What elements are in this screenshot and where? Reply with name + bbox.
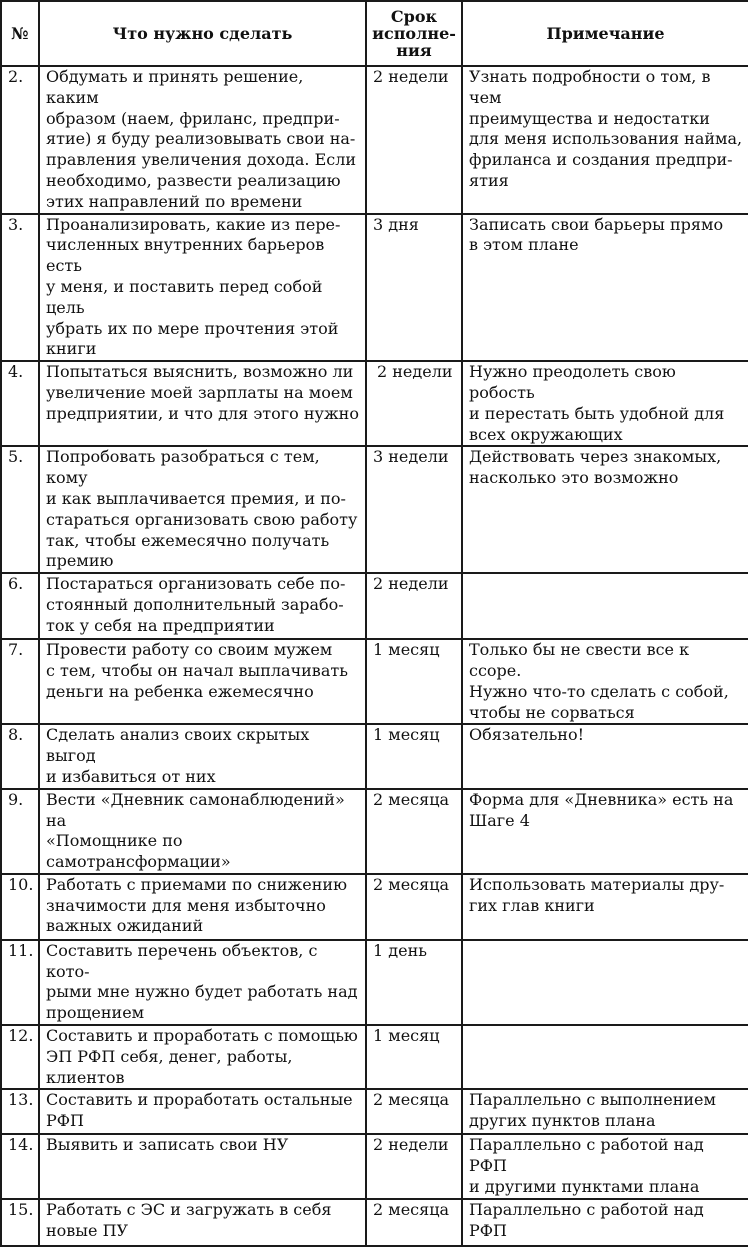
row-number: 8. [1,724,39,788]
row-task-text: Постараться организовать себе по- стоянный дополнительный зарабо- ток у себя на предприятии [46,574,346,635]
row-term: 1 месяц [366,639,462,724]
row-number: 10. [1,874,39,940]
table-row [1,1199,748,1246]
row-note [462,789,748,874]
row-number: 9. [1,789,39,874]
row-term: 2 недели [366,361,462,446]
row-task [39,789,366,874]
row-number: 13. [1,1089,39,1134]
row-task-text: Составить и проработать остальные РФП [46,1090,353,1131]
row-task [39,214,366,362]
table-row [1,1025,748,1089]
table-row [1,789,748,874]
row-note [462,573,748,639]
row-task-text: Попытаться выяснить, возможно ли увеличение моей зарплаты на моем предприятии, и что для этого нужно [46,362,359,423]
row-term: 1 день [366,940,462,1025]
row-number: 12. [1,1025,39,1089]
header-note: Примечание [462,1,748,66]
row-term: 2 месяца [366,789,462,874]
row-task [39,1089,366,1134]
row-note-text: Параллельно с работой над РФП [469,1199,704,1240]
row-number: 11. [1,940,39,1025]
header-task: Что нужно сделать [39,1,366,66]
row-note [462,1134,748,1198]
row-note [462,1025,748,1089]
row-task-text: Выявить и записать свои НУ [46,1135,289,1155]
row-term: 3 недели [366,446,462,573]
header-term [366,1,462,66]
row-term: 2 месяца [366,1089,462,1134]
row-note [462,639,748,724]
table-header-row [1,1,748,66]
row-term: 2 недели [366,573,462,639]
table-row [1,66,748,214]
row-task-text: Обдумать и принять решение, каким образом (наем, фриланс, предпри- ятие) я буду реализовывать свои на- правления увеличения дохода. Если необходимо, развести реализацию этих направлений по времени [46,67,357,211]
row-note-text: Действовать через знакомых, насколько это возможно [469,447,722,488]
row-note [462,1199,748,1246]
row-number: 14. [1,1134,39,1198]
row-task-text: Работать с ЭС и загружать в себя новые ПУ [46,1199,332,1240]
table-row [1,361,748,446]
row-number: 7. [1,639,39,724]
row-task [39,940,366,1025]
row-term: 2 недели [366,1134,462,1198]
row-note-text: Только бы не свести все к ссоре. Нужно что-то сделать с собой, чтобы не сорваться [469,640,729,722]
row-note [462,1089,748,1134]
row-task-text: Вести «Дневник самонаблюдений» на «Помощнике по самотрансформации» [46,789,345,872]
row-task [39,639,366,724]
row-note [462,66,748,214]
row-task-text: Провести работу со своим мужем с тем, чтобы он начал выплачивать деньги на ребенка ежемесячно [46,640,348,701]
row-task-text: Составить перечень объектов, с кото- рыми мне нужно будет работать над прощением [46,940,358,1023]
row-note-text: Нужно преодолеть свою робость и перестать быть удобной для всех окружающих [469,362,725,444]
row-note-text: Записать свои барьеры прямо в этом плане [469,214,724,255]
row-task [39,1134,366,1198]
row-note-text: Форма для «Дневника» есть на Шаге 4 [469,789,734,830]
row-note-text: Использовать материалы дру- гих глав книги [469,874,725,915]
row-task-text: Составить и проработать с помощью ЭП РФП себя, денег, работы, клиентов [46,1026,358,1087]
row-number: 15. [1,1199,39,1246]
row-term: 2 недели [366,66,462,214]
header-number: № [1,1,39,66]
row-note-text: Обязательно! [469,725,585,745]
row-note-text: Параллельно с работой над РФП и другими пунктами плана [469,1135,704,1197]
row-note [462,724,748,788]
row-number: 6. [1,573,39,639]
table-row [1,214,748,362]
row-term: 2 месяца [366,874,462,940]
table-row [1,573,748,639]
row-number: 5. [1,446,39,573]
row-term: 2 месяца [366,1199,462,1246]
row-note-text: Параллельно с выполнением других пунктов плана [469,1090,716,1131]
header-term-text: Срок исполне-ния [372,7,456,60]
row-note [462,214,748,362]
row-number: 3. [1,214,39,362]
row-task [39,874,366,940]
row-task [39,573,366,639]
row-term: 1 месяц [366,724,462,788]
row-task [39,446,366,573]
row-task-text: Работать с приемами по снижению значимости для меня избыточно важных ожиданий [46,874,347,936]
table-row [1,940,748,1025]
row-term: 3 дня [366,214,462,362]
table-row [1,874,748,940]
row-task-text: Сделать анализ своих скрытых выгод и избавиться от них [46,725,310,786]
row-note [462,874,748,940]
row-note-text: Узнать подробности о том, в чем преимущества и недостатки для меня использования найма, фриланса и создания предпри- ятия [469,67,743,190]
row-term: 1 месяц [366,1025,462,1089]
row-task [39,66,366,214]
row-task [39,1199,366,1246]
row-note [462,446,748,573]
table-row [1,724,748,788]
row-task [39,361,366,446]
row-task [39,1025,366,1089]
row-note [462,361,748,446]
row-task-text: Проанализировать, какие из пере- численных внутренних барьеров есть у меня, и поставить перед собой цель убрать их по мере прочтения этой книги [46,214,341,359]
row-note [462,940,748,1025]
row-number: 2. [1,66,39,214]
table-row [1,446,748,573]
row-number: 4. [1,361,39,446]
table-row [1,1134,748,1198]
row-task [39,724,366,788]
row-task-text: Попробовать разобраться с тем, кому и как выплачивается премия, и по- стараться организовать свою работу так, чтобы ежемесячно получать премию [46,447,358,571]
table-row [1,1089,748,1134]
table-row [1,639,748,724]
